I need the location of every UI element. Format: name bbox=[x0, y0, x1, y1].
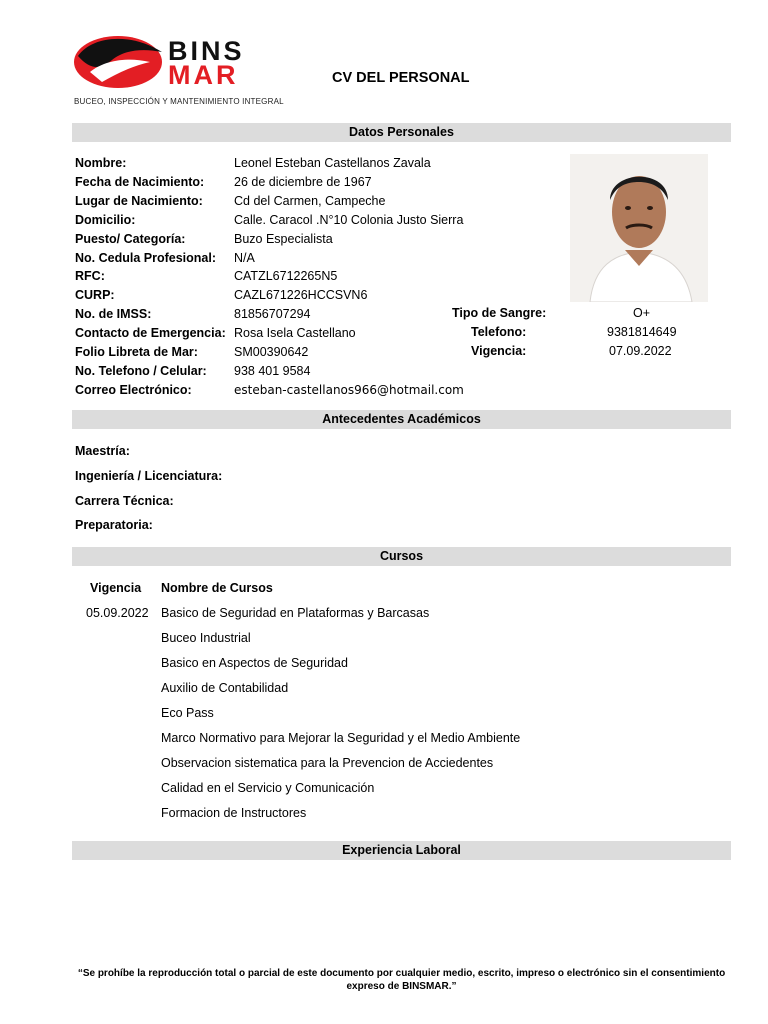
footer-line1: “Se prohíbe la reproducción total o parcial de este documento por cualquier medio, escrito, impreso o electrónico sin el consentimiento bbox=[77, 968, 726, 979]
logo-emblem-icon bbox=[72, 32, 172, 96]
course-name: Marco Normativo para Mejorar la Seguridad y el Medio Ambiente bbox=[161, 731, 521, 745]
field-label: No. Cedula Profesional: bbox=[75, 250, 216, 265]
company-logo bbox=[72, 32, 297, 100]
field-value: Cd del Carmen, Campeche bbox=[234, 193, 386, 208]
course-name: Buceo Industrial bbox=[161, 631, 251, 645]
field-label: RFC: bbox=[75, 269, 105, 284]
booklet-validity-label: Vigencia: bbox=[471, 344, 527, 358]
course-name: Formacion de Instructores bbox=[161, 806, 307, 820]
footer-disclaimer bbox=[72, 967, 731, 993]
field-label: No. Telefono / Celular: bbox=[75, 363, 207, 378]
courses-col-vigencia: Vigencia bbox=[90, 581, 142, 595]
field-label: Folio Libreta de Mar: bbox=[75, 345, 198, 359]
field-label: No. de IMSS: bbox=[75, 307, 152, 322]
field-value: CATZL6712265N5 bbox=[234, 269, 338, 284]
section-header-courses: Cursos bbox=[72, 547, 731, 566]
document-title: CV DEL PERSONAL bbox=[332, 70, 470, 86]
section-header-experience: Experiencia Laboral bbox=[72, 841, 731, 860]
blood-type-value: O+ bbox=[633, 306, 651, 320]
field-label: Correo Electrónico: bbox=[75, 382, 192, 397]
logo-line1: BINS bbox=[168, 36, 245, 66]
field-value: esteban-castellanos966@hotmail.com bbox=[234, 382, 464, 397]
field-value: Calle. Caracol .N°10 Colonia Justo Sierra bbox=[234, 212, 464, 227]
academic-label: Ingeniería / Licenciatura: bbox=[75, 468, 223, 483]
course-name: Observacion sistematica para la Prevencion de Acciedentes bbox=[161, 756, 494, 770]
field-label: Lugar de Nacimiento: bbox=[75, 193, 203, 208]
field-value: SM00390642 bbox=[234, 345, 309, 359]
logo-line2: MAR bbox=[168, 60, 239, 90]
field-value: Leonel Esteban Castellanos Zavala bbox=[234, 156, 431, 170]
field-value: Buzo Especialista bbox=[234, 231, 333, 246]
field-label: Domicilio: bbox=[75, 212, 136, 227]
course-name: Eco Pass bbox=[161, 706, 214, 720]
field-value: Rosa Isela Castellano bbox=[234, 326, 356, 341]
section-header-academic: Antecedentes Académicos bbox=[72, 410, 731, 429]
person-photo bbox=[570, 154, 708, 302]
field-value: 26 de diciembre de 1967 bbox=[234, 174, 372, 189]
booklet-validity-value: 07.09.2022 bbox=[609, 344, 672, 358]
field-value: N/A bbox=[234, 250, 255, 265]
field-label: Nombre: bbox=[75, 156, 127, 170]
course-name: Basico de Seguridad en Plataformas y Barcasas bbox=[161, 606, 430, 620]
course-name: Calidad en el Servicio y Comunicación bbox=[161, 781, 375, 795]
field-label: Puesto/ Categoría: bbox=[75, 231, 186, 246]
field-value: 81856707294 bbox=[234, 307, 311, 322]
section-header-personal: Datos Personales bbox=[72, 123, 731, 142]
academic-label: Maestría: bbox=[75, 444, 130, 458]
field-value: 938 401 9584 bbox=[234, 363, 311, 378]
field-value: CAZL671226HCCSVN6 bbox=[234, 288, 368, 303]
academic-label: Carrera Técnica: bbox=[75, 493, 174, 508]
field-label: Fecha de Nacimiento: bbox=[75, 174, 205, 189]
footer-line2: expreso de BINSMAR.” bbox=[346, 981, 457, 992]
course-name: Auxilio de Contabilidad bbox=[161, 681, 289, 695]
emergency-phone-label: Telefono: bbox=[471, 325, 527, 339]
blood-type-label: Tipo de Sangre: bbox=[452, 306, 547, 320]
course-name: Basico en Aspectos de Seguridad bbox=[161, 656, 348, 670]
courses-col-nombre: Nombre de Cursos bbox=[161, 581, 273, 595]
academic-label: Preparatoria: bbox=[75, 518, 153, 533]
field-label: Contacto de Emergencia: bbox=[75, 326, 226, 341]
course-vigencia: 05.09.2022 bbox=[86, 606, 149, 620]
emergency-phone-value: 9381814649 bbox=[607, 325, 677, 339]
field-label: CURP: bbox=[75, 288, 115, 303]
company-tagline: BUCEO, INSPECCIÓN Y MANTENIMIENTO INTEGRAL bbox=[74, 97, 284, 106]
